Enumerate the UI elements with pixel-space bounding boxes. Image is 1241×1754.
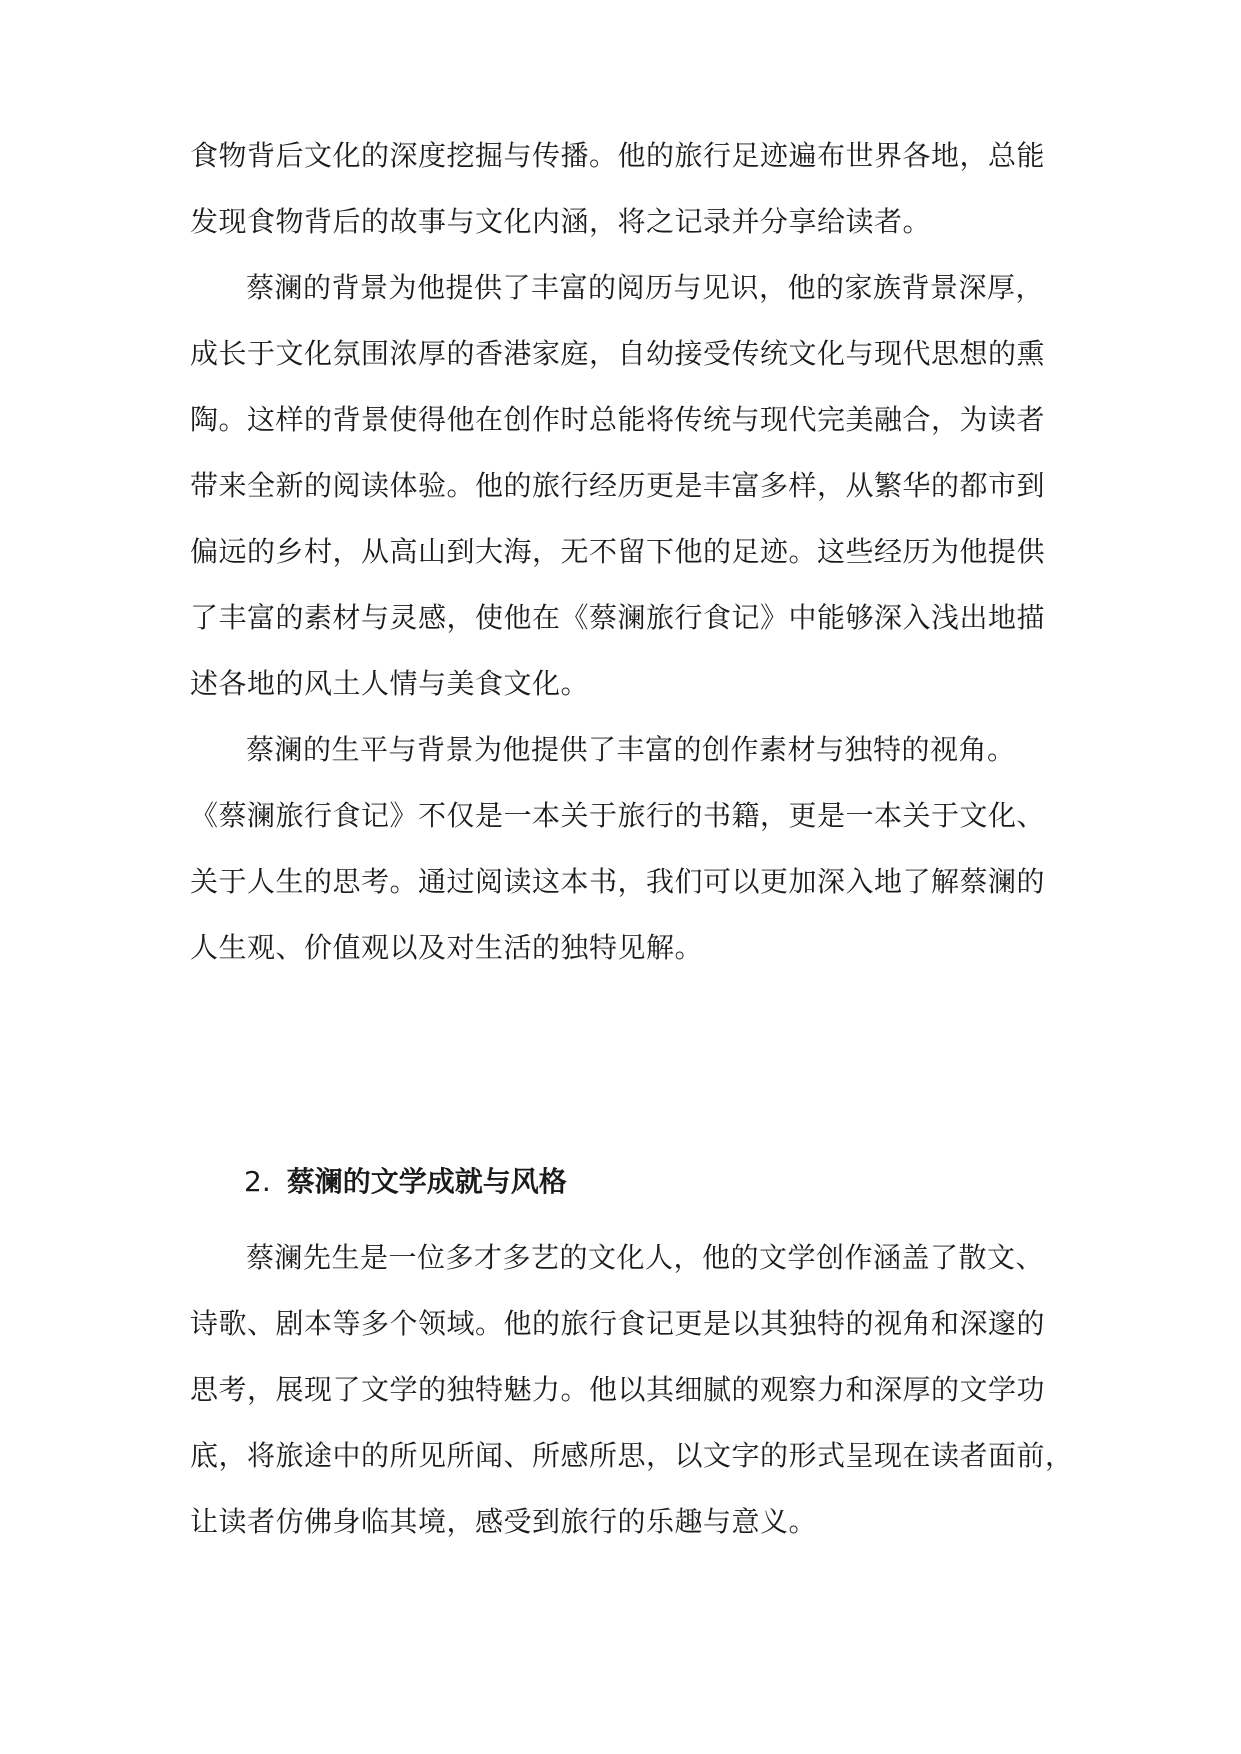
paragraph-2-line-3: 陶。这样的背景使得他在创作时总能将传统与现代完美融合，为读者 xyxy=(190,403,1046,436)
paragraph-3-line-4: 人生观、价值观以及对生活的独特见解。 xyxy=(190,931,704,964)
section-number: 2. xyxy=(244,1165,271,1198)
paragraph-3-line-2: 《蔡澜旅行食记》不仅是一本关于旅行的书籍，更是一本关于文化、 xyxy=(190,799,1046,832)
section-paragraph-line-1: 蔡澜先生是一位多才多艺的文化人，他的文学创作涵盖了散文、 xyxy=(246,1241,1045,1274)
section-title: 蔡澜的文学成就与风格 xyxy=(286,1165,567,1198)
paragraph-2-line-6: 了丰富的素材与灵感，使他在《蔡澜旅行食记》中能够深入浅出地描 xyxy=(190,601,1046,634)
paragraph-2-line-7: 述各地的风土人情与美食文化。 xyxy=(190,667,590,700)
paragraph-2-line-2: 成长于文化氛围浓厚的香港家庭，自幼接受传统文化与现代思想的熏 xyxy=(190,337,1046,370)
section-heading xyxy=(244,1162,567,1202)
paragraph-2-line-4: 带来全新的阅读体验。他的旅行经历更是丰富多样，从繁华的都市到 xyxy=(190,469,1046,502)
paragraph-3-line-3: 关于人生的思考。通过阅读这本书，我们可以更加深入地了解蔡澜的 xyxy=(190,865,1046,898)
paragraph-2-line-5: 偏远的乡村，从高山到大海，无不留下他的足迹。这些经历为他提供 xyxy=(190,535,1046,568)
paragraph-1-line-1: 食物背后文化的深度挖掘与传播。他的旅行足迹遍布世界各地，总能 xyxy=(190,139,1046,172)
paragraph-1-line-2: 发现食物背后的故事与文化内涵，将之记录并分享给读者。 xyxy=(190,205,932,238)
section-paragraph-line-4: 底，将旅途中的所见所闻、所感所思，以文字的形式呈现在读者面前， xyxy=(190,1439,1074,1472)
paragraph-3-line-1: 蔡澜的生平与背景为他提供了丰富的创作素材与独特的视角。 xyxy=(246,733,1016,766)
section-paragraph-line-2: 诗歌、剧本等多个领域。他的旅行食记更是以其独特的视角和深邃的 xyxy=(190,1307,1046,1340)
paragraph-2-line-1: 蔡澜的背景为他提供了丰富的阅历与见识，他的家族背景深厚， xyxy=(246,271,1045,304)
section-paragraph-line-3: 思考，展现了文学的独特魅力。他以其细腻的观察力和深厚的文学功 xyxy=(190,1373,1046,1406)
section-paragraph-line-5: 让读者仿佛身临其境，感受到旅行的乐趣与意义。 xyxy=(190,1505,818,1538)
